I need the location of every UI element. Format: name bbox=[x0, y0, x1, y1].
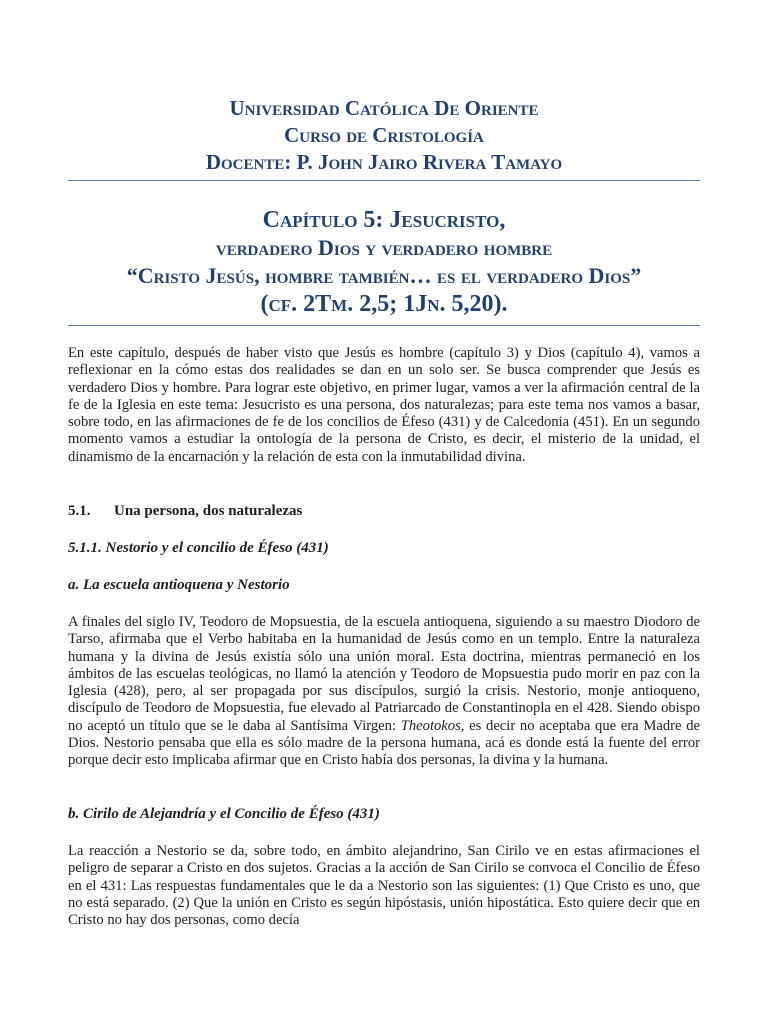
section-heading-5-1-1 bbox=[68, 540, 700, 557]
intro-paragraph: En este capítulo, después de haber visto que Jesús es hombre (capítulo 3) y Dios (capítulo 4), vamos a reflexionar en la cómo estas dos realidades se dan en un solo ser. Se busca comprender que Jesús es verdadero Dios y hombre. Para lograr este objetivo, en primer lugar, vamos a ver la afirmación central de la fe de la Iglesia en este tema: Jesucristo es una persona, dos naturalezas; para este tema nos vamos a basar, sobre todo, en las afirmaciones de fe de los concilios de Éfeso (431) y de Calcedonia (451). En un segundo momento vamos a estudiar la ontología de la persona de Cristo, es decir, el misterio de la unidad, el dinamismo de la encarnación y la relación de esta con la inmutabilidad divina. bbox=[68, 345, 700, 465]
chapter-divider bbox=[68, 325, 700, 326]
section-number: 5.1. bbox=[68, 503, 91, 519]
chapter-title bbox=[68, 206, 700, 318]
chapter-title-line-4: (cf. 2Tm. 2,5; 1Jn. 5,20). bbox=[260, 291, 508, 317]
paragraph-a-text: A finales del siglo IV, Teodoro de Mopsuestia, de la escuela antioquena, siguiendo a su maestro Diodoro de Tarso, afirmaba que el Verbo habitaba en la humanidad de Jesús como en un templo. Entre la naturaleza humana y la divina de Jesús existía sólo una unión moral. Esta doctrina, mientras permaneció en los ámbitos de las escuelas teológicas, no llamó la atención y Teodoro de Mopsuestia pudo morir en paz con la Iglesia (428), pero, al ser propagada por sus discípulos, surgió la crisis. Nestorio, monje antioqueno, discípulo de Teodoro de Mopsuestia, fue elevado al Patriarcado de Constantinopla en el 428. Siendo obispo no aceptó un título que se le daba al Santísima Virgen: bbox=[68, 614, 700, 734]
chapter-title-line-3: “Cristo Jesús, hombre también… es el verdadero Dios” bbox=[126, 263, 642, 288]
paragraph-a-text-continued: es decir no aceptaba que era Madre de Dios. Nestorio pensaba que ella es sólo madre de la persona humana, acá es donde está la fuente del error porque decir esto implicaba afirmar que en Cristo había dos personas, la divina y la humana. bbox=[68, 717, 700, 769]
subsection-heading-a: a. La escuela antioquena y Nestorio bbox=[68, 577, 290, 593]
subsection-heading-b: b. Cirilo de Alejandría y el Concilio de Éfeso (431) bbox=[68, 806, 380, 822]
theotokos-term: Theotokos, bbox=[400, 717, 465, 734]
teacher-name: Docente: P. John Jairo Rivera Tamayo bbox=[205, 150, 563, 174]
paragraph-b: La reacción a Nestorio se da, sobre todo, en ámbito alejandrino, San Cirilo ve en estas afirmaciones el peligro de separar a Cristo en dos sujetos. Gracias a la acción de San Cirilo se convoca el Concilio de Éfeso en el 431: Las respuestas fundamentales que le da a Nestorio son las siguientes: (1) Que Cristo es uno, que no está separado. (2) Que la unión en Cristo es según hipóstasis, unión hipostática. Esto quiere decir que en Cristo no hay dos personas, como decía bbox=[68, 843, 700, 929]
university-name: Universidad Católica De Oriente bbox=[229, 96, 539, 120]
paragraph-a bbox=[68, 614, 700, 770]
document-header bbox=[68, 95, 700, 176]
chapter-title-line-1: Capítulo 5: Jesucristo, bbox=[262, 207, 506, 233]
header-divider bbox=[68, 180, 700, 181]
section-number: 5.1.1. bbox=[68, 540, 102, 556]
chapter-title-line-2: verdadero Dios y verdadero hombre bbox=[215, 235, 553, 260]
section-title: Nestorio y el concilio de Éfeso (431) bbox=[105, 540, 329, 556]
course-name: Curso de Cristología bbox=[284, 123, 484, 147]
section-heading-5-1 bbox=[68, 503, 700, 520]
section-title: Una persona, dos naturalezas bbox=[114, 503, 303, 519]
